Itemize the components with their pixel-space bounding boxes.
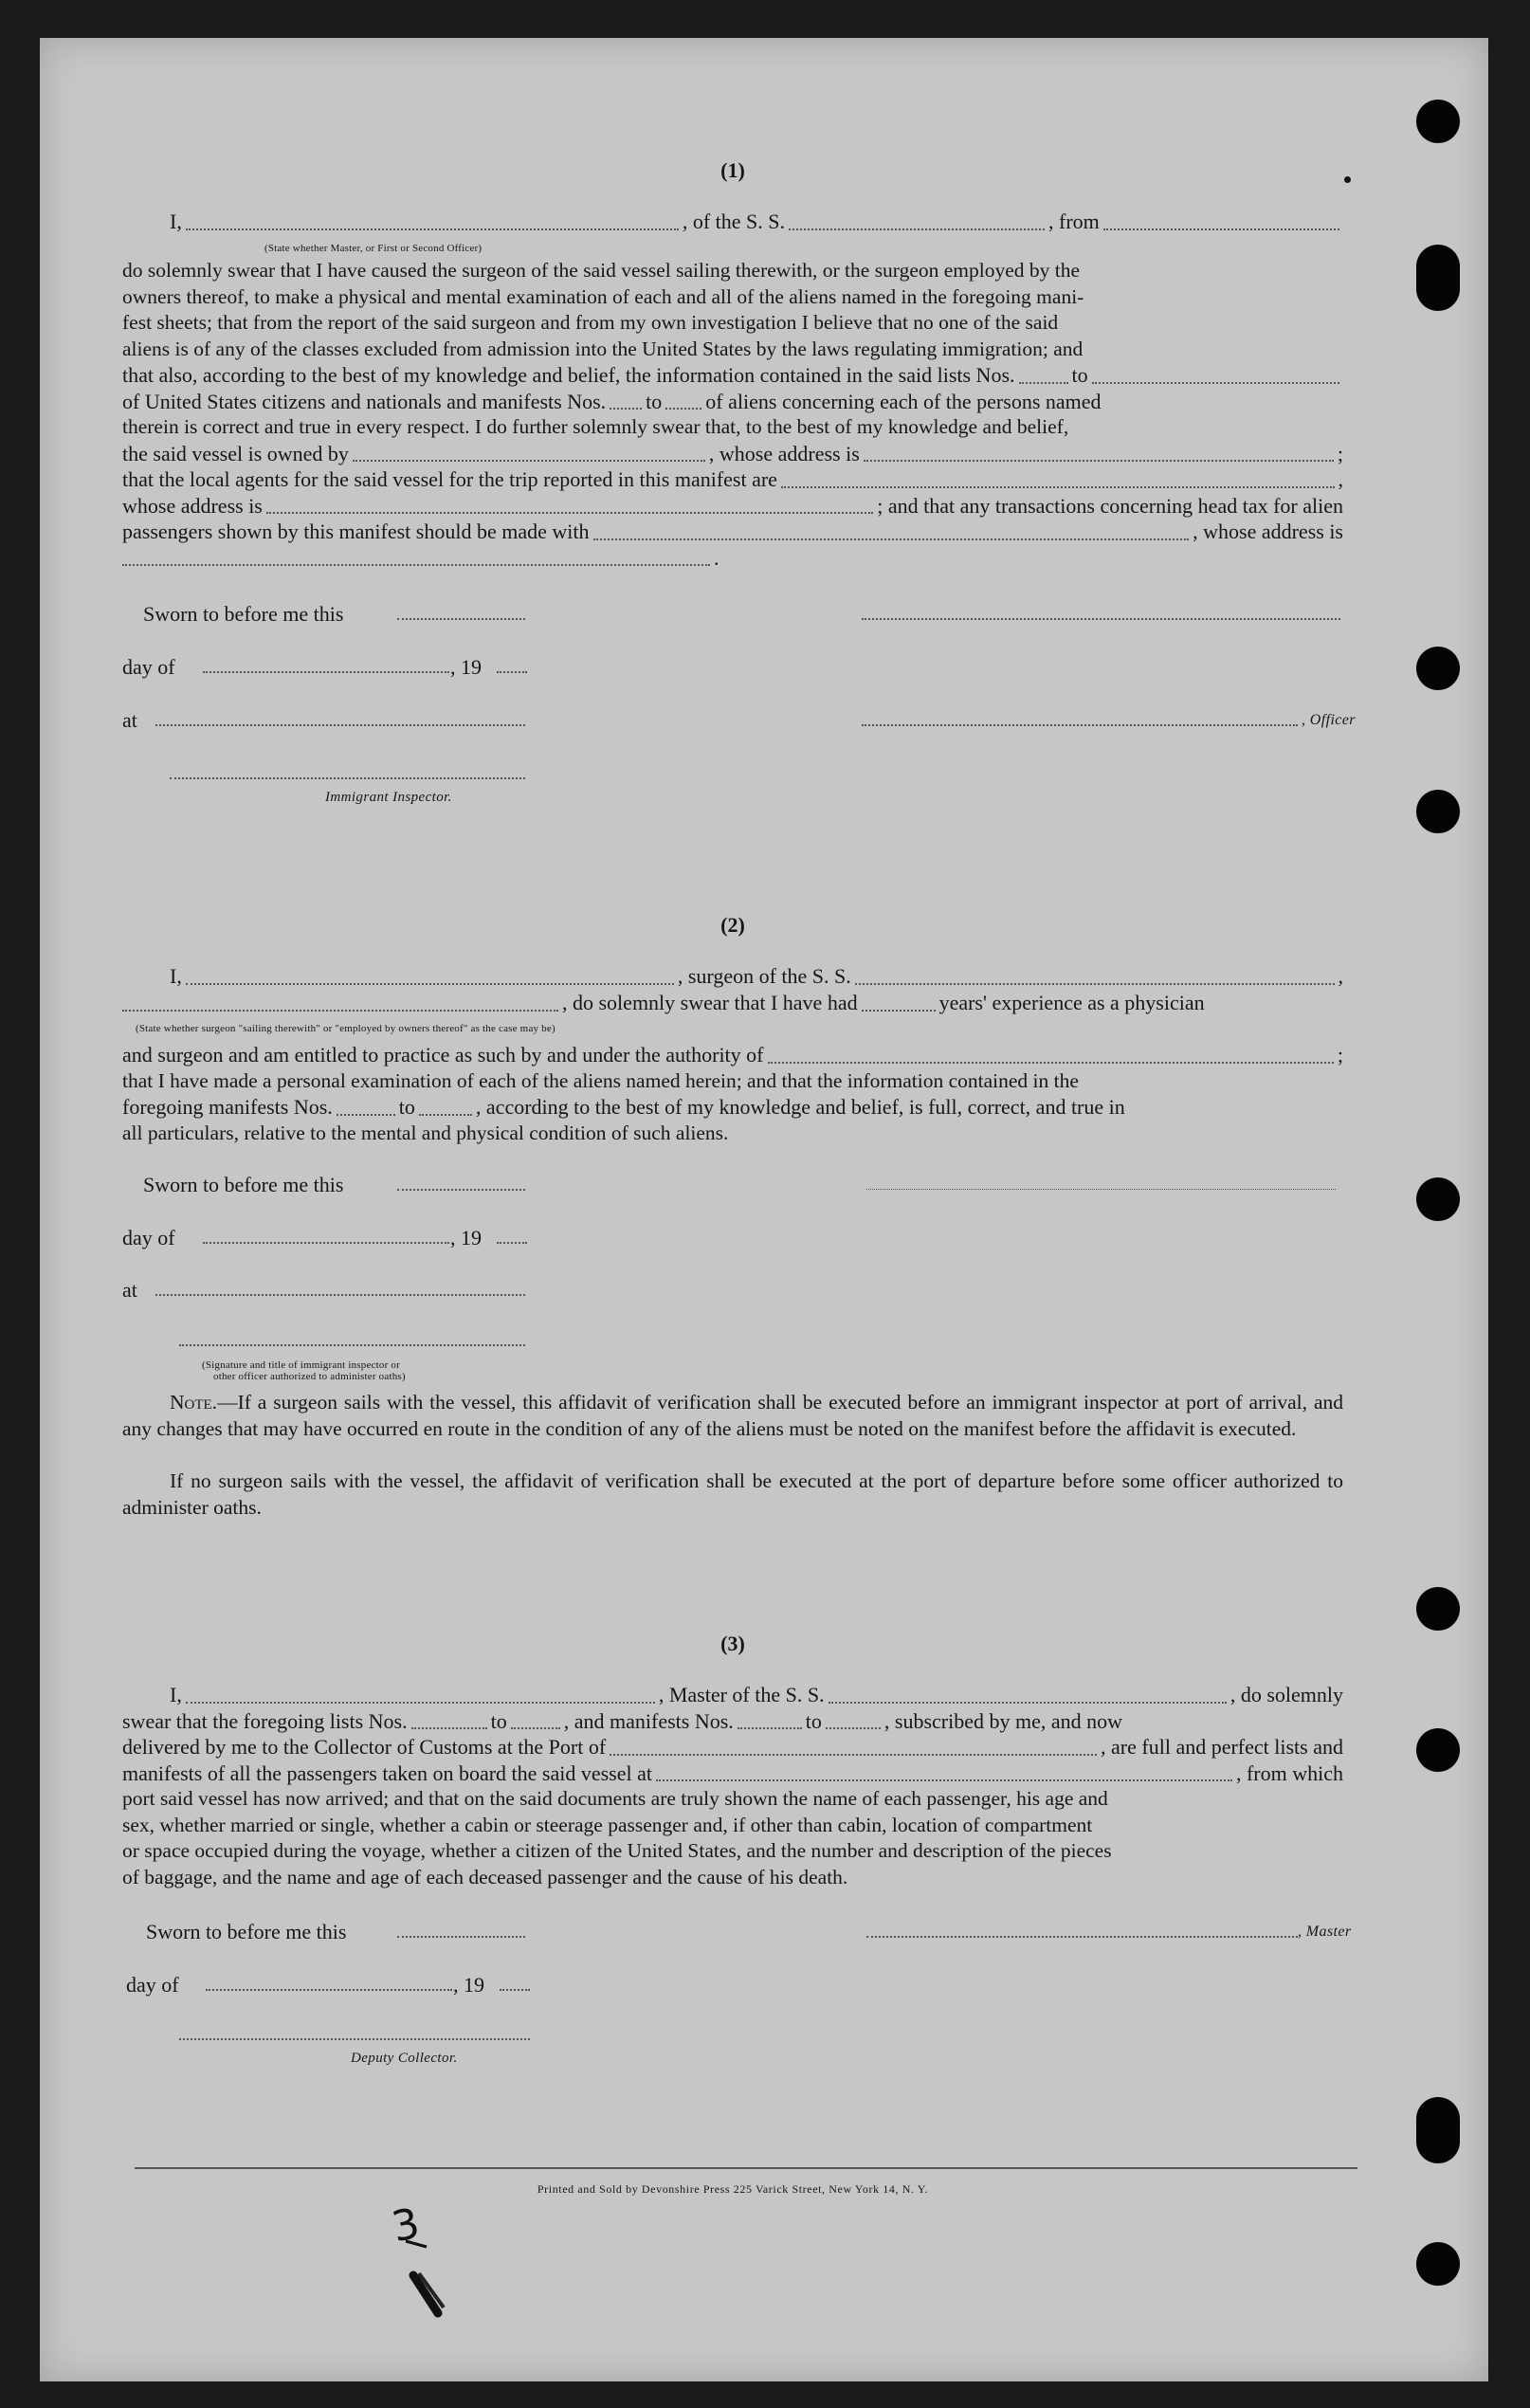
s2-experience-text: years' experience as a physician: [938, 991, 1205, 1014]
s3-year-label: , 19: [453, 1973, 484, 1997]
s1-officer-title-field[interactable]: [862, 724, 1298, 726]
master-label: , Master: [1298, 1924, 1352, 1940]
s1-citizens-text-end: of aliens concerning each of the persons named: [705, 389, 1102, 413]
agent-address-field[interactable]: [266, 497, 873, 514]
master-name-field[interactable]: [186, 1687, 655, 1704]
s3-manifests-line: [122, 1760, 1343, 1787]
note-label: Note.: [170, 1391, 218, 1414]
s2-sworn-label: Sworn to before me this: [143, 1173, 344, 1196]
s1-year-label: , 19: [450, 655, 482, 679]
note-paragraph: [122, 1390, 1343, 1442]
manifest-sheet: [40, 38, 1488, 2381]
s3-subscribed-text: , subscribed by me, and now: [883, 1708, 1123, 1733]
s1-passengers-text: passengers shown by this manifest should be made with: [122, 520, 590, 543]
s1-nos-line: [122, 362, 1343, 389]
punch-hole: [1416, 2097, 1460, 2163]
s3-sworn-label: Sworn to before me this: [146, 1920, 347, 1943]
s2-surgeon-line: [122, 963, 1343, 990]
footer-rule: [135, 2167, 1357, 2169]
s1-officer-line: [122, 209, 1343, 235]
s3-to-text-2: to: [805, 1708, 822, 1733]
punch-hole: [1416, 2242, 1460, 2286]
s2-inspector-signature-field[interactable]: [179, 1344, 525, 1346]
s1-sworn-date-field[interactable]: [397, 618, 525, 620]
s2-day-of-label: day of: [122, 1226, 175, 1250]
note-paragraph-2: If no surgeon sails with the vessel, the affidavit of verification shall be executed at the port of departure before some officer authorized to administer oaths.: [122, 1469, 1343, 1519]
head-tax-party-field[interactable]: [593, 523, 1190, 540]
vessel-name-field[interactable]: [789, 213, 1045, 230]
s2-experience-line: [122, 990, 1343, 1016]
head-tax-address-field[interactable]: [122, 549, 710, 566]
signature-note-2: other officer authorized to administer oaths): [213, 1371, 406, 1382]
s2-to-text: to: [398, 1095, 415, 1119]
s2-nos-text: foregoing manifests Nos.: [122, 1095, 333, 1119]
s3-body-line: of baggage, and the name and age of each deceased passenger and the cause of his death.: [122, 1865, 848, 1888]
s1-comma: ,: [1338, 467, 1343, 491]
s3-lists-from-field[interactable]: [411, 1712, 487, 1729]
s1-whose-address-is: , whose address is: [1193, 520, 1343, 543]
s1-i: I,: [170, 210, 182, 233]
punch-hole: [1416, 790, 1460, 833]
officer-label: , Officer: [1302, 712, 1356, 728]
s1-day-of-label: day of: [122, 655, 175, 679]
s1-owned-line: [122, 441, 1343, 467]
printer-footer: Printed and Sold by Devonshire Press 225 Varick Street, New York 14, N. Y.: [537, 2182, 929, 2196]
owner-address-field[interactable]: [864, 445, 1334, 462]
s1-of-ss: , of the S. S.: [682, 210, 786, 233]
s2-semicolon: ;: [1337, 1043, 1343, 1067]
s2-according-text: , according to the best of my knowledge and belief, is full, correct, and true in: [475, 1095, 1125, 1119]
punch-hole: [1416, 245, 1460, 311]
s2-manifests-from-field[interactable]: [337, 1099, 395, 1116]
s2-at-field[interactable]: [155, 1294, 525, 1296]
officer-name-field[interactable]: [186, 213, 679, 230]
manifests-nos-from-field[interactable]: [610, 392, 642, 410]
handwritten-mark-icon: [400, 2237, 457, 2323]
s2-nos-line: [122, 1094, 1343, 1121]
from-port-field[interactable]: [1103, 213, 1339, 230]
officer-note: (State whether Master, or First or Second Officer): [264, 243, 483, 254]
s2-sworn-date-field[interactable]: [397, 1189, 525, 1191]
years-experience-field[interactable]: [862, 994, 936, 1012]
s3-lists-line: [122, 1708, 1343, 1735]
deputy-collector-signature-field[interactable]: [179, 2038, 530, 2040]
s1-sworn-label: Sworn to before me this: [143, 602, 344, 626]
s3-body-line: port said vessel has now arrived; and that on the said documents are truly shown the name of each passenger, his age and: [122, 1787, 1108, 1810]
authority-field[interactable]: [768, 1047, 1334, 1064]
s1-citizens-line: [122, 389, 1343, 415]
immigrant-inspector-signature-field[interactable]: [170, 777, 525, 779]
s2-at-label: at: [122, 1278, 137, 1302]
s3-master-line: [122, 1682, 1343, 1708]
s1-correct-line: therein is correct and true in every respect. I do further solemnly swear that, to the best of my knowledge and belief,: [122, 415, 1069, 438]
s3-sworn-date-field[interactable]: [397, 1936, 525, 1938]
surgeon-status-field[interactable]: [122, 994, 558, 1012]
s1-officer-signature-field[interactable]: [862, 618, 1340, 620]
s3-manifests-to-field[interactable]: [826, 1712, 881, 1729]
s2-authority-line: [122, 1042, 1343, 1068]
punch-hole: [1416, 1177, 1460, 1221]
master-signature-field[interactable]: [866, 1936, 1298, 1938]
immigrant-inspector-label: Immigrant Inspector.: [325, 790, 452, 805]
s1-final-address-line: [122, 545, 1343, 572]
s1-head-tax-text: ; and that any transactions concerning head tax for alien: [877, 493, 1343, 518]
s1-to-text: to: [646, 389, 663, 413]
s1-citizens-text: of United States citizens and nationals and manifests Nos.: [122, 389, 607, 413]
s1-to-text: to: [1071, 363, 1088, 387]
punch-hole: [1416, 100, 1460, 143]
s1-body-line: fest sheets; that from the report of the said surgeon and from my own investigation I believe that no one of the said: [122, 311, 1059, 334]
s1-from: , from: [1048, 210, 1100, 233]
s1-owned-text: the said vessel is owned by: [122, 441, 349, 465]
s3-swear-text: , do solemnly: [1229, 1683, 1343, 1706]
s2-exam-line: that I have made a personal examination of each of the aliens named herein; and that the information contained in the: [122, 1068, 1079, 1092]
s2-authority-text: and surgeon and am entitled to practice as such by and under the authority of: [122, 1043, 764, 1067]
handwritten-number: 3: [388, 2198, 424, 2253]
manifests-nos-to-field[interactable]: [665, 392, 701, 410]
s1-whose-address: whose address is: [122, 493, 263, 518]
s3-i: I,: [170, 1683, 182, 1706]
s1-nos-text: that also, according to the best of my knowledge and belief, the information contained in the said lists Nos.: [122, 363, 1015, 387]
section-1-heading: (1): [720, 158, 745, 182]
s1-agents-text: that the local agents for the said vessel for the trip reported in this manifest are: [122, 467, 777, 491]
s2-i: I,: [170, 964, 182, 988]
lists-nos-from-field[interactable]: [1019, 367, 1068, 384]
s1-body-line: owners thereof, to make a physical and mental examination of each and all of the aliens named in the foregoing mani-: [122, 284, 1084, 308]
s3-master-text: , Master of the S. S.: [658, 1683, 825, 1706]
note-text: —If a surgeon sails with the vessel, this affidavit of verification shall be executed before an immigrant inspector at port of arrival, and any changes that may have occurred en route in the condition of any of the aliens must be noted on the manifest before the affidavit is executed.: [122, 1391, 1343, 1440]
s2-particulars-line: all particulars, relative to the mental and physical condition of such aliens.: [122, 1121, 729, 1144]
s2-manifests-to-field[interactable]: [419, 1099, 472, 1116]
ink-speck: [1344, 176, 1351, 183]
s3-year-field[interactable]: [500, 1989, 530, 1991]
s1-passengers-line: [122, 519, 1343, 545]
surgeon-name-field[interactable]: [186, 968, 674, 985]
section-2-heading: (2): [720, 913, 745, 937]
port-of-arrival-field[interactable]: [610, 1739, 1097, 1756]
s3-port-text: delivered by me to the Collector of Customs at the Port of: [122, 1735, 607, 1759]
s1-agent-address-line: [122, 493, 1343, 520]
s3-vessel-field[interactable]: [829, 1687, 1227, 1704]
s1-year-field[interactable]: [497, 671, 527, 673]
section-3-heading: (3): [720, 1632, 745, 1655]
s1-period: .: [714, 545, 719, 570]
s3-manifests-board-text: manifests of all the passengers taken on board the said vessel at: [122, 1760, 653, 1785]
punch-hole: [1416, 1587, 1460, 1631]
s3-manifests-text: , and manifests Nos.: [563, 1708, 734, 1733]
s3-to-text: to: [490, 1708, 507, 1733]
signature-note-1: (Signature and title of immigrant inspector or: [202, 1359, 400, 1371]
s1-address-text: , whose address is: [708, 441, 860, 465]
s1-body-line: do solemnly swear that I have caused the surgeon of the said vessel sailing therewith, or the surgeon employed by the: [122, 259, 1081, 282]
s1-body-line: aliens is of any of the classes excluded from admission into the United States by the laws regulating immigration; and: [122, 337, 1084, 360]
punch-hole: [1416, 1728, 1460, 1772]
s1-semicolon: ;: [1337, 441, 1343, 465]
s2-day-field[interactable]: [203, 1242, 449, 1244]
s3-port-line: [122, 1734, 1343, 1760]
s3-body-line: or space occupied during the voyage, whether a citizen of the United States, and the number and description of the pieces: [122, 1839, 1112, 1862]
s3-day-of-label: day of: [126, 1973, 179, 1997]
s1-at-label: at: [122, 708, 137, 732]
s2-year-field[interactable]: [497, 1242, 527, 1244]
s1-at-field[interactable]: [155, 724, 525, 726]
s2-swear-text: , do solemnly swear that I have had: [562, 991, 858, 1014]
port-of-embarkation-field[interactable]: [656, 1764, 1232, 1781]
local-agents-field[interactable]: [781, 471, 1335, 488]
surgeon-note: (State whether surgeon "sailing therewith" or "employed by owners thereof" as the case may be): [136, 1023, 556, 1034]
s1-agents-line: [122, 466, 1343, 493]
s3-lists-text: swear that the foregoing lists Nos.: [122, 1708, 408, 1733]
punch-hole: [1416, 647, 1460, 690]
deputy-collector-label: Deputy Collector.: [351, 2051, 458, 2066]
s3-from-which-text: , from which: [1235, 1760, 1343, 1785]
s3-lists-to-field[interactable]: [511, 1712, 560, 1729]
lists-nos-to-field[interactable]: [1092, 367, 1339, 384]
s3-full-lists-text: , are full and perfect lists and: [1101, 1735, 1343, 1759]
s2-vessel-field[interactable]: [855, 968, 1335, 985]
s3-day-field[interactable]: [206, 1989, 452, 1991]
s2-surgeon-signature-field[interactable]: [866, 1189, 1336, 1190]
s2-comma: ,: [1338, 964, 1343, 988]
s2-surgeon-text: , surgeon of the S. S.: [677, 964, 851, 988]
owner-name-field[interactable]: [353, 445, 705, 462]
s3-manifests-from-field[interactable]: [738, 1712, 802, 1729]
s3-body-line: sex, whether married or single, whether a cabin or steerage passenger and, if other than cabin, location of compartment: [122, 1813, 1093, 1836]
s2-year-label: , 19: [450, 1226, 482, 1250]
s1-day-field[interactable]: [203, 671, 449, 673]
